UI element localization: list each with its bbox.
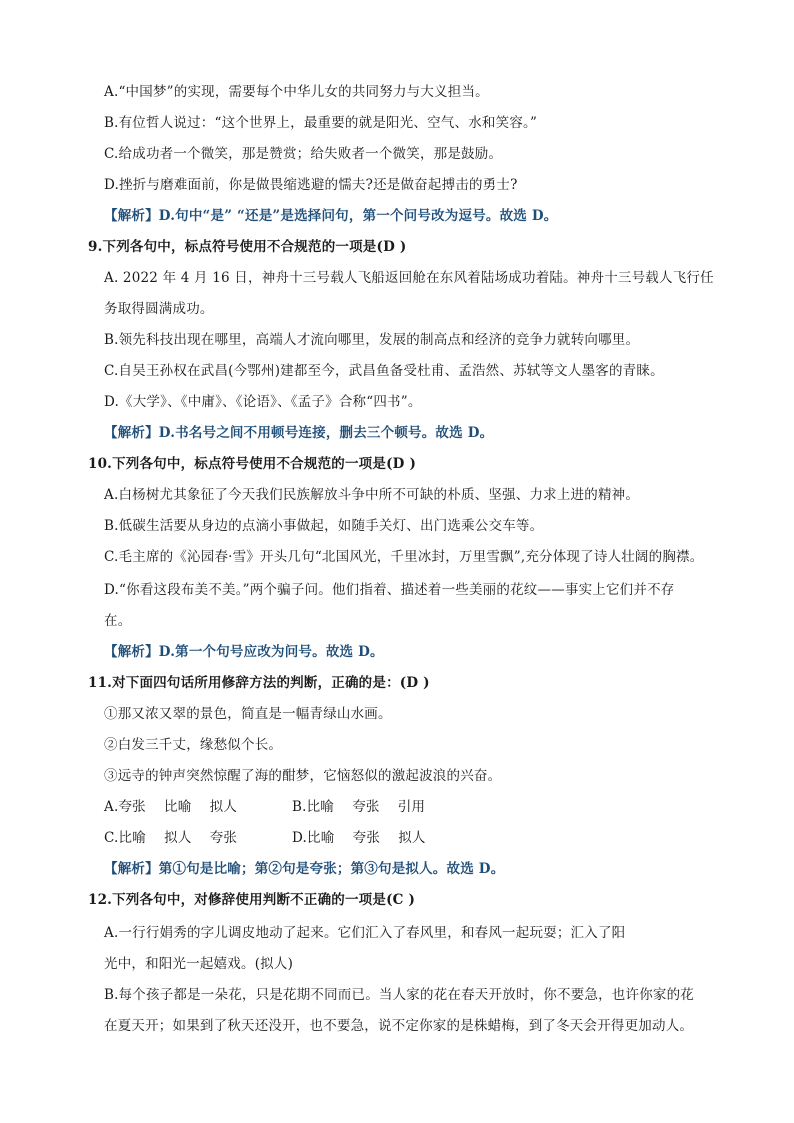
option-b-q10: B.低碳生活要从身边的点滴小事做起，如随手关灯、出门选乘公交车等。 — [104, 518, 544, 534]
question-9: 9.下列各句中，标点符号使用不合规范的一项是(D ) — [88, 239, 407, 255]
option-d-q8: D.挫折与磨难面前，你是做畏缩逃避的懦夫?还是做奋起搏击的勇士? — [104, 177, 518, 193]
option-b-q12: B.每个孩子都是一朵花，只是花期不同而已。当人家的花在春天开放时，你不要急，也许你家的花 — [104, 987, 695, 1003]
option-c-q10: C.毛主席的《沁园春·雪》开头几句“北国风光，千里冰封，万里雪飘”,充分体现了诗人壮阔的胸襟。 — [104, 549, 704, 565]
option-a-q10: A.白杨树尤其象征了今天我们民族解放斗争中所不可缺的朴质、坚强、力求上进的精神。 — [104, 487, 640, 503]
option-d-q10: D.“你看这段布美不美。”两个骗子问。他们指着、描述着一些美丽的花纹——事实上它们并不存 — [104, 582, 675, 598]
analysis-q9: 【解析】D.书名号之间不用顿号连接，删去三个顿号。故选 D。 — [104, 425, 494, 441]
question-10: 10.下列各句中，标点符号使用不合规范的一项是(D ) — [88, 456, 417, 472]
sentence-3-q11: ③远寺的钟声突然惊醒了海的酣梦，它恼怒似的激起波浪的兴奋。 — [104, 768, 502, 784]
option-c-q9: C.自吴王孙权在武昌(今鄂州)建都至今，武昌鱼备受杜甫、孟浩然、苏轼等文人墨客的青睐。 — [104, 363, 664, 379]
option-a-q11: A.夸张 比喻 拟人 — [104, 799, 238, 815]
option-b-q9: B.领先科技出现在哪里，高端人才流向哪里，发展的制高点和经济的竞争力就转向哪里。 — [104, 332, 640, 348]
analysis-q10: 【解析】D.第一个句号应改为问号。故选 D。 — [104, 644, 384, 660]
sentence-1-q11: ①那又浓又翠的景色，简直是一幅青绿山水画。 — [104, 706, 392, 722]
option-d-q9: D.《大学》、《中庸》、《论语》、《孟子》合称“四书”。 — [104, 394, 422, 410]
option-b-q11: B.比喻 夸张 引用 — [292, 799, 426, 815]
question-12: 12.下列各句中，对修辞使用判断不正确的一项是(C ) — [88, 892, 416, 908]
analysis-q11: 【解析】第①句是比喻；第②句是夸张；第③句是拟人。故选 D。 — [104, 861, 505, 877]
option-a-q9: A. 2022 年 4 月 16 日，神舟十三号载人飞船返回舱在东风着陆场成功着陆。神舟十三号载人飞行任 — [104, 270, 714, 286]
analysis-q8: 【解析】D.句中“是” “还是”是选择问句，第一个问号改为逗号。故选 D。 — [104, 208, 558, 224]
option-b-q8: B.有位哲人说过：“这个世界上，最重要的就是阳光、空气、水和笑容。” — [104, 115, 538, 131]
option-a-q12: A.一行行娟秀的字儿调皮地动了起来。它们汇入了春风里，和春风一起玩耍；汇入了阳 — [104, 925, 626, 941]
sentence-2-q11: ②白发三千丈，缘愁似个长。 — [104, 737, 283, 753]
option-d-q10-cont: 在。 — [104, 613, 132, 629]
option-a-q8: A.“中国梦”的实现，需要每个中华儿女的共同努力与大义担当。 — [104, 84, 489, 100]
option-c-q11: C.比喻 拟人 夸张 — [104, 830, 238, 846]
option-c-q8: C.给成功者一个微笑，那是赞赏；给失败者一个微笑，那是鼓励。 — [104, 146, 503, 162]
option-b-q12-cont: 在夏天开；如果到了秋天还没开，也不要急，说不定你家的是株蜡梅，到了冬天会开得更加动人。 — [104, 1018, 694, 1034]
option-a-q12-cont: 光中，和阳光一起嬉戏。(拟人) — [104, 956, 294, 972]
option-d-q11: D.比喻 夸张 拟人 — [292, 830, 426, 846]
option-a-q9-cont: 务取得圆满成功。 — [104, 301, 214, 317]
question-11: 11.对下面四句话所用修辞方法的判断，正确的是：(D ) — [88, 675, 430, 691]
